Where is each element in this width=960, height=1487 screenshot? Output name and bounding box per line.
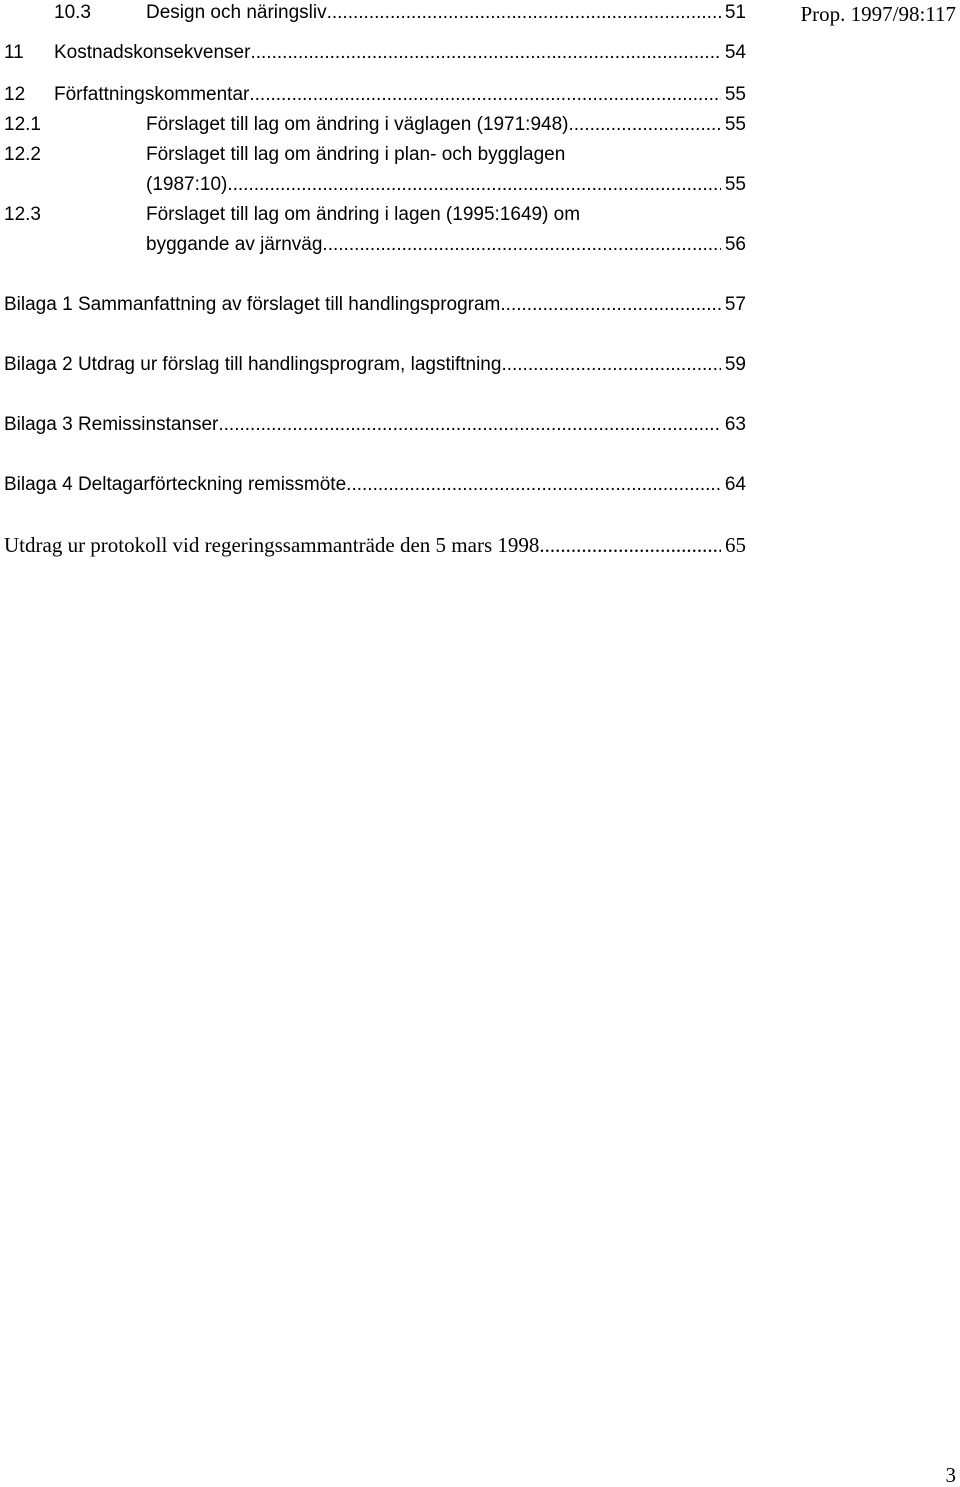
- toc-appendix-title: Utdrag ur protokoll vid regeringssammanträde den 5 mars 1998: [4, 533, 540, 557]
- toc-appendix-1[interactable]: [4, 290, 746, 320]
- toc-appendix-page: 63: [724, 414, 746, 435]
- toc-entry-page: 54: [724, 42, 746, 63]
- dot-leader: [250, 38, 720, 68]
- toc-entry-title: Kostnadskonsekvenser: [54, 42, 251, 63]
- toc-entry-page: 55: [724, 84, 746, 105]
- toc-appendix-title: Bilaga 4 Deltagarförteckning remissmöte: [4, 474, 347, 495]
- toc-appendix-page: 57: [724, 294, 746, 315]
- toc-appendix-4[interactable]: [4, 470, 746, 500]
- toc-entry-page: 51: [724, 2, 746, 23]
- toc-entry-12-2-continued[interactable]: [4, 170, 746, 200]
- toc-appendix-page: 59: [724, 354, 746, 375]
- toc-entry-title-line1: Förslaget till lag om ändring i lagen (1995:1649) om: [146, 204, 581, 225]
- toc-appendix-page: 64: [724, 474, 746, 495]
- dot-leader: [227, 170, 721, 200]
- toc-entry-title: Förslaget till lag om ändring i väglagen (1971:948): [146, 114, 569, 135]
- dot-leader: [218, 410, 720, 440]
- toc-entry-page: 56: [724, 234, 746, 255]
- page-number: 3: [945, 1463, 956, 1487]
- dot-leader: [501, 350, 720, 380]
- toc-appendix-title: Bilaga 3 Remissinstanser: [4, 414, 219, 435]
- toc-entry-11[interactable]: [4, 38, 746, 68]
- toc-entry-title-line1: Förslaget till lag om ändring i plan- och bygglagen: [146, 144, 566, 165]
- toc-entry-title-line2: byggande av järnväg: [146, 234, 323, 255]
- toc-entry-title: Design och näringsliv: [146, 2, 327, 23]
- dot-leader: [249, 80, 721, 110]
- toc-entry-title-line2: (1987:10): [146, 174, 228, 195]
- document-reference: Prop. 1997/98:117: [800, 2, 956, 26]
- dot-leader: [322, 230, 720, 260]
- toc-appendix-title: Bilaga 2 Utdrag ur förslag till handlingsprogram, lagstiftning: [4, 354, 502, 375]
- toc-entry-title: Författningskommentar: [54, 84, 250, 105]
- toc-entry-12-3[interactable]: [4, 200, 746, 230]
- toc-appendix-3[interactable]: [4, 410, 746, 440]
- toc-appendix-page: 65: [725, 533, 746, 557]
- toc-entry-page: 55: [724, 114, 746, 135]
- dot-leader: [568, 110, 720, 140]
- dot-leader: [346, 470, 721, 500]
- toc-entry-number: 12.2: [4, 144, 41, 165]
- toc-entry-12-1[interactable]: [4, 110, 746, 140]
- toc-entry-12-3-continued[interactable]: [4, 230, 746, 260]
- dot-leader: [327, 0, 721, 28]
- dot-leader: [539, 530, 721, 560]
- toc-appendix-2[interactable]: [4, 350, 746, 380]
- dot-leader: [500, 290, 720, 320]
- toc-entry-number: 12: [4, 84, 26, 105]
- toc-entry-number: 11: [4, 42, 24, 63]
- toc-entry-10-3[interactable]: [4, 0, 746, 28]
- toc-entry-page: 55: [724, 174, 746, 195]
- toc-appendix-title: Bilaga 1 Sammanfattning av förslaget till handlingsprogram: [4, 294, 501, 315]
- toc-entry-number: 12.1: [4, 114, 41, 135]
- toc-entry-number: 12.3: [4, 204, 41, 225]
- toc-entry-number: 10.3: [54, 2, 91, 23]
- toc-entry-12-2[interactable]: [4, 140, 746, 170]
- toc-appendix-protocol[interactable]: [4, 530, 746, 560]
- toc-entry-12[interactable]: [4, 80, 746, 110]
